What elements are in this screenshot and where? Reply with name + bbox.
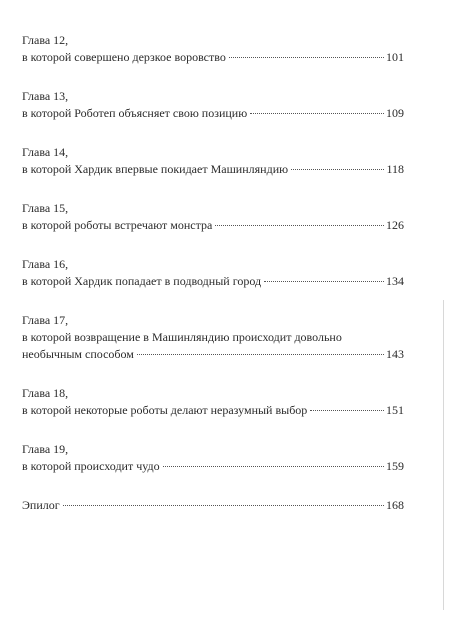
chapter-number: Глава 13, (22, 89, 69, 103)
chapter-title-line (22, 402, 404, 419)
chapter-title: в которой Хардик впервые покидает Машинляндию (22, 162, 289, 176)
chapter-title: в которой возвращение в Машинляндию происходит довольно (22, 330, 342, 344)
chapter-number: Глава 15, (22, 201, 69, 215)
chapter-title-line (22, 458, 404, 475)
chapter-title-line (22, 217, 404, 234)
page-number: 159 (386, 459, 404, 473)
chapter-heading (22, 312, 404, 329)
chapter-title-line (22, 49, 404, 66)
chapter-title: в которой Хардик попадает в подводный город (22, 274, 262, 288)
chapter-heading (22, 144, 404, 161)
chapter-heading (22, 385, 404, 402)
chapter-heading (22, 441, 404, 458)
chapter-heading (22, 200, 404, 217)
toc-entry-chapter-13 (22, 88, 404, 122)
chapter-title-continued: необычным способом (22, 347, 134, 361)
chapter-title: в которой происходит чудо (22, 459, 160, 473)
page-number: 134 (386, 274, 404, 288)
dot-leader (291, 169, 384, 170)
toc-entry-chapter-18 (22, 385, 404, 419)
epilogue-line (22, 497, 404, 514)
chapter-number: Глава 16, (22, 257, 69, 271)
chapter-title-line (22, 105, 404, 122)
dot-leader (137, 354, 384, 355)
chapter-number: Глава 19, (22, 442, 69, 456)
chapter-title: в которой роботы встречают монстра (22, 218, 213, 232)
chapter-number: Глава 12, (22, 33, 69, 47)
toc-entry-chapter-12 (22, 32, 404, 66)
chapter-number: Глава 18, (22, 386, 69, 400)
toc-entry-epilogue (22, 497, 404, 514)
page-edge-line (443, 300, 444, 610)
toc-entry-chapter-15 (22, 200, 404, 234)
chapter-title: в которой Роботеп объясняет свою позицию (22, 106, 248, 120)
chapter-title-line (22, 161, 404, 178)
chapter-number: Глава 17, (22, 313, 69, 327)
page-number: 126 (386, 218, 404, 232)
dot-leader (63, 505, 384, 506)
toc-entry-chapter-14 (22, 144, 404, 178)
chapter-title: в которой совершено дерзкое воровство (22, 50, 226, 64)
page-number: 109 (386, 106, 404, 120)
table-of-contents (22, 32, 404, 536)
dot-leader (250, 113, 384, 114)
toc-entry-chapter-17 (22, 312, 404, 363)
dot-leader (264, 281, 384, 282)
chapter-heading (22, 256, 404, 273)
chapter-title-line (22, 273, 404, 290)
toc-entry-chapter-19 (22, 441, 404, 475)
chapter-title-line (22, 346, 404, 363)
dot-leader (229, 57, 384, 58)
chapter-heading (22, 88, 404, 105)
chapter-title: в которой некоторые роботы делают неразумный выбор (22, 403, 308, 417)
page-number: 143 (386, 347, 404, 361)
page-number: 151 (386, 403, 404, 417)
page-number: 168 (386, 498, 404, 512)
dot-leader (310, 410, 384, 411)
page-number: 118 (386, 162, 404, 176)
dot-leader (163, 466, 384, 467)
toc-entry-chapter-16 (22, 256, 404, 290)
chapter-number: Глава 14, (22, 145, 69, 159)
page-number: 101 (386, 50, 404, 64)
chapter-title-line (22, 329, 404, 346)
chapter-heading (22, 32, 404, 49)
dot-leader (215, 225, 384, 226)
epilogue-title: Эпилог (22, 498, 60, 512)
